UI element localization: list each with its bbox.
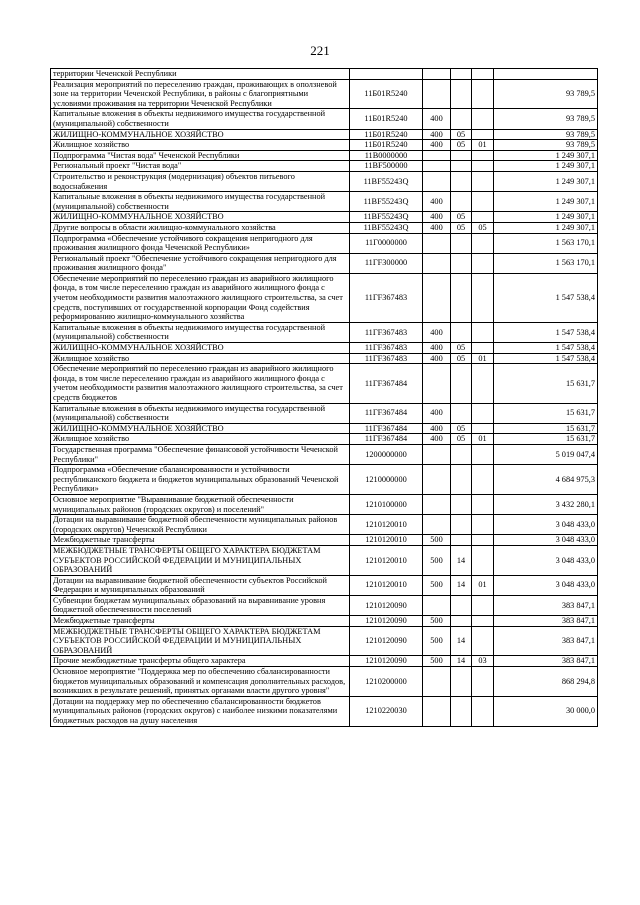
amount: 1 249 307,1 <box>494 212 598 223</box>
target-article-code: 11Б01R5240 <box>350 109 423 129</box>
expense-type-code <box>423 161 451 172</box>
table-row <box>51 626 598 656</box>
section-code <box>451 696 472 726</box>
target-article-code: 11ГF367483 <box>350 322 423 342</box>
target-article-code: 11ГF367483 <box>350 273 423 322</box>
amount: 3 048 433,0 <box>494 545 598 575</box>
amount: 3 048 433,0 <box>494 575 598 595</box>
expense-type-code: 400 <box>423 192 451 212</box>
expense-type-code <box>423 273 451 322</box>
target-article-code: 11ГF300000 <box>350 253 423 273</box>
section-code: 14 <box>451 545 472 575</box>
section-code <box>451 494 472 514</box>
target-article-code: 11ВF55243Q <box>350 212 423 223</box>
budget-table <box>50 68 598 727</box>
amount: 1 563 170,1 <box>494 233 598 253</box>
amount: 383 847,1 <box>494 616 598 627</box>
expense-type-code: 500 <box>423 535 451 546</box>
subsection-code <box>472 343 494 354</box>
table-row <box>51 109 598 129</box>
target-article-code: 11ВF55243Q <box>350 171 423 191</box>
expense-type-code: 500 <box>423 656 451 667</box>
row-name: Жилищное хозяйство <box>51 434 350 445</box>
subsection-code <box>472 465 494 495</box>
subsection-code: 01 <box>472 140 494 151</box>
target-article-code: 1200000000 <box>350 444 423 464</box>
table-row <box>51 515 598 535</box>
section-code <box>451 171 472 191</box>
row-name: Обеспечение мероприятий по переселению граждан из аварийного жилищного фонда, в том числе переселению граждан из аварийного жилищного фонда с учетом необходимости развития малоэтажного жилищного строительства, за счет средств, поступивших от государственной корпорации Фонд содействия реформированию жилищно-коммунального хозяйства <box>51 273 350 322</box>
subsection-code <box>472 696 494 726</box>
section-code: 05 <box>451 140 472 151</box>
table-row <box>51 353 598 364</box>
section-code <box>451 465 472 495</box>
section-code: 05 <box>451 129 472 140</box>
table-row <box>51 79 598 109</box>
table-row <box>51 403 598 423</box>
target-article-code: 1210000000 <box>350 465 423 495</box>
section-code <box>451 69 472 80</box>
target-article-code: 1210120090 <box>350 616 423 627</box>
expense-type-code <box>423 233 451 253</box>
row-name: МЕЖБЮДЖЕТНЫЕ ТРАНСФЕРТЫ ОБЩЕГО ХАРАКТЕРА БЮДЖЕТАМ СУБЪЕКТОВ РОССИЙСКОЙ ФЕДЕРАЦИИ И МУНИЦИПАЛЬНЫХ ОБРАЗОВАНИЙ <box>51 545 350 575</box>
subsection-code <box>472 171 494 191</box>
expense-type-code <box>423 515 451 535</box>
table-row <box>51 575 598 595</box>
expense-type-code: 500 <box>423 545 451 575</box>
expense-type-code <box>423 696 451 726</box>
target-article-code: 11ВF55243Q <box>350 222 423 233</box>
subsection-code <box>472 233 494 253</box>
table-row <box>51 222 598 233</box>
expense-type-code: 400 <box>423 222 451 233</box>
amount: 1 547 538,4 <box>494 353 598 364</box>
section-code <box>451 150 472 161</box>
section-code <box>451 109 472 129</box>
section-code <box>451 192 472 212</box>
expense-type-code: 500 <box>423 616 451 627</box>
row-name: Обеспечение мероприятий по переселению граждан из аварийного жилищного фонда, в том числе переселению граждан из аварийного жилищного фонда с учетом необходимости развития малоэтажного жилищного строительства, за счет средств бюджетов <box>51 364 350 403</box>
row-name: ЖИЛИЩНО-КОММУНАЛЬНОЕ ХОЗЯЙСТВО <box>51 423 350 434</box>
row-name: Капитальные вложения в объекты недвижимого имущества государственной (муниципальной) собственности <box>51 109 350 129</box>
subsection-code <box>472 616 494 627</box>
table-row <box>51 322 598 342</box>
subsection-code <box>472 161 494 172</box>
subsection-code <box>472 494 494 514</box>
row-name: Жилищное хозяйство <box>51 353 350 364</box>
table-row <box>51 253 598 273</box>
subsection-code <box>472 109 494 129</box>
amount: 1 547 538,4 <box>494 322 598 342</box>
target-article-code: 11Б01R5240 <box>350 79 423 109</box>
amount: 15 631,7 <box>494 403 598 423</box>
amount: 93 789,5 <box>494 79 598 109</box>
subsection-code <box>472 515 494 535</box>
section-code: 14 <box>451 626 472 656</box>
section-code <box>451 667 472 697</box>
subsection-code <box>472 444 494 464</box>
expense-type-code: 400 <box>423 353 451 364</box>
expense-type-code: 400 <box>423 109 451 129</box>
amount: 1 547 538,4 <box>494 273 598 322</box>
target-article-code: 1210120010 <box>350 535 423 546</box>
amount: 93 789,5 <box>494 140 598 151</box>
row-name: Подпрограмма «Обеспечение устойчивого сокращения непригодного для проживания жилищного фонда Чеченской Республики» <box>51 233 350 253</box>
expense-type-code <box>423 69 451 80</box>
subsection-code <box>472 253 494 273</box>
table-row <box>51 444 598 464</box>
section-code <box>451 161 472 172</box>
expense-type-code: 500 <box>423 626 451 656</box>
section-code <box>451 233 472 253</box>
table-row <box>51 667 598 697</box>
page-number: 221 <box>310 43 330 58</box>
amount: 30 000,0 <box>494 696 598 726</box>
amount: 3 048 433,0 <box>494 535 598 546</box>
section-code <box>451 515 472 535</box>
subsection-code <box>472 364 494 403</box>
table-row <box>51 616 598 627</box>
row-name: Дотации на поддержку мер по обеспечению сбалансированности бюджетов муниципальных районов (городских округов) с наиболее низкими показателями бюджетных расходов на душу населения <box>51 696 350 726</box>
expense-type-code <box>423 364 451 403</box>
row-name: Дотации на выравнивание бюджетной обеспеченности муниципальных районов (городских округов) Чеченской Республики <box>51 515 350 535</box>
subsection-code: 03 <box>472 656 494 667</box>
table-row <box>51 595 598 615</box>
subsection-code <box>472 192 494 212</box>
subsection-code <box>472 595 494 615</box>
row-name: Основное мероприятие "Выравнивание бюджетной обеспеченности муниципальных районов (городских округов) и поселений" <box>51 494 350 514</box>
target-article-code: 11ГF367484 <box>350 403 423 423</box>
table-row <box>51 212 598 223</box>
row-name: Реализация мероприятий по переселению граждан, проживающих в оползневой зоне на территории Чеченской Республики, в районы с благоприятными условиями проживания на территории Чеченской Республики <box>51 79 350 109</box>
row-name: Субвенции бюджетам муниципальных образований на выравнивание уровня бюджетной обеспеченности поселений <box>51 595 350 615</box>
row-name: Подпрограмма "Чистая вода" Чеченской Республики <box>51 150 350 161</box>
row-name: Межбюджетные трансферты <box>51 535 350 546</box>
target-article-code: 11ВF500000 <box>350 161 423 172</box>
subsection-code <box>472 69 494 80</box>
amount: 383 847,1 <box>494 656 598 667</box>
table-row <box>51 494 598 514</box>
target-article-code: 11ГF367483 <box>350 343 423 354</box>
section-code <box>451 535 472 546</box>
row-name: Дотации на выравнивание бюджетной обеспеченности субъектов Российской Федерации и муниципальных образований <box>51 575 350 595</box>
expense-type-code: 400 <box>423 212 451 223</box>
section-code: 05 <box>451 434 472 445</box>
section-code: 05 <box>451 423 472 434</box>
subsection-code <box>472 129 494 140</box>
subsection-code <box>472 423 494 434</box>
target-article-code: 11ВF55243Q <box>350 192 423 212</box>
section-code: 14 <box>451 575 472 595</box>
row-name: Капитальные вложения в объекты недвижимого имущества государственной (муниципальной) собственности <box>51 403 350 423</box>
expense-type-code: 400 <box>423 403 451 423</box>
target-article-code: 1210120090 <box>350 595 423 615</box>
table-row <box>51 161 598 172</box>
row-name: МЕЖБЮДЖЕТНЫЕ ТРАНСФЕРТЫ ОБЩЕГО ХАРАКТЕРА БЮДЖЕТАМ СУБЪЕКТОВ РОССИЙСКОЙ ФЕДЕРАЦИИ И МУНИЦИПАЛЬНЫХ ОБРАЗОВАНИЙ <box>51 626 350 656</box>
table-row <box>51 273 598 322</box>
section-code <box>451 273 472 322</box>
amount: 4 684 975,3 <box>494 465 598 495</box>
amount: 1 249 307,1 <box>494 161 598 172</box>
table-row <box>51 545 598 575</box>
section-code <box>451 322 472 342</box>
table-row <box>51 140 598 151</box>
amount: 5 019 047,4 <box>494 444 598 464</box>
target-article-code: 11Б01R5240 <box>350 140 423 151</box>
amount <box>494 69 598 80</box>
expense-type-code: 400 <box>423 423 451 434</box>
amount: 93 789,5 <box>494 129 598 140</box>
expense-type-code: 400 <box>423 129 451 140</box>
table-row <box>51 69 598 80</box>
expense-type-code: 500 <box>423 575 451 595</box>
section-code: 05 <box>451 353 472 364</box>
table-row <box>51 364 598 403</box>
row-name: Жилищное хозяйство <box>51 140 350 151</box>
row-name: Межбюджетные трансферты <box>51 616 350 627</box>
expense-type-code: 400 <box>423 140 451 151</box>
section-code <box>451 616 472 627</box>
target-article-code: 11ГF367484 <box>350 434 423 445</box>
target-article-code: 11ГF367483 <box>350 353 423 364</box>
expense-type-code <box>423 171 451 191</box>
target-article-code: 1210100000 <box>350 494 423 514</box>
amount: 93 789,5 <box>494 109 598 129</box>
target-article-code: 11ГF367484 <box>350 423 423 434</box>
subsection-code <box>472 626 494 656</box>
table-row <box>51 171 598 191</box>
subsection-code <box>472 273 494 322</box>
table-row <box>51 233 598 253</box>
section-code: 05 <box>451 222 472 233</box>
section-code <box>451 403 472 423</box>
section-code <box>451 79 472 109</box>
target-article-code: 1210120090 <box>350 626 423 656</box>
amount: 383 847,1 <box>494 595 598 615</box>
target-article-code: 1210120010 <box>350 545 423 575</box>
amount: 15 631,7 <box>494 434 598 445</box>
target-article-code: 11В0000000 <box>350 150 423 161</box>
expense-type-code <box>423 595 451 615</box>
expense-type-code <box>423 150 451 161</box>
row-name: Другие вопросы в области жилищно-коммунального хозяйства <box>51 222 350 233</box>
table-row <box>51 423 598 434</box>
amount: 3 432 280,1 <box>494 494 598 514</box>
target-article-code: 11Г0000000 <box>350 233 423 253</box>
amount: 15 631,7 <box>494 364 598 403</box>
expense-type-code <box>423 79 451 109</box>
expense-type-code <box>423 444 451 464</box>
expense-type-code <box>423 667 451 697</box>
table-row <box>51 150 598 161</box>
section-code: 05 <box>451 343 472 354</box>
amount: 15 631,7 <box>494 423 598 434</box>
section-code: 14 <box>451 656 472 667</box>
target-article-code: 1210120010 <box>350 515 423 535</box>
table-row <box>51 656 598 667</box>
section-code <box>451 595 472 615</box>
subsection-code: 05 <box>472 222 494 233</box>
section-code <box>451 444 472 464</box>
subsection-code: 01 <box>472 434 494 445</box>
amount: 1 249 307,1 <box>494 171 598 191</box>
subsection-code <box>472 667 494 697</box>
target-article-code <box>350 69 423 80</box>
expense-type-code: 400 <box>423 322 451 342</box>
row-name: Подпрограмма «Обеспечение сбалансированности и устойчивости республиканского бюджета и бюджетов муниципальных образований Чеченской Республики» <box>51 465 350 495</box>
row-name: Капитальные вложения в объекты недвижимого имущества государственной (муниципальной) собственности <box>51 192 350 212</box>
target-article-code: 1210120010 <box>350 575 423 595</box>
row-name: Прочие межбюджетные трансферты общего характера <box>51 656 350 667</box>
row-name: Строительство и реконструкция (модернизация) объектов питьевого водоснабжения <box>51 171 350 191</box>
row-name: ЖИЛИЩНО-КОММУНАЛЬНОЕ ХОЗЯЙСТВО <box>51 129 350 140</box>
section-code <box>451 253 472 273</box>
amount: 383 847,1 <box>494 626 598 656</box>
subsection-code <box>472 322 494 342</box>
expense-type-code: 400 <box>423 434 451 445</box>
amount: 1 249 307,1 <box>494 192 598 212</box>
target-article-code: 11Б01R5240 <box>350 129 423 140</box>
amount: 1 249 307,1 <box>494 150 598 161</box>
amount: 1 563 170,1 <box>494 253 598 273</box>
target-article-code: 1210200000 <box>350 667 423 697</box>
row-name: ЖИЛИЩНО-КОММУНАЛЬНОЕ ХОЗЯЙСТВО <box>51 212 350 223</box>
expense-type-code <box>423 253 451 273</box>
budget-table-body <box>51 69 598 727</box>
table-row <box>51 343 598 354</box>
expense-type-code: 400 <box>423 343 451 354</box>
subsection-code <box>472 150 494 161</box>
expense-type-code <box>423 465 451 495</box>
subsection-code <box>472 212 494 223</box>
subsection-code <box>472 79 494 109</box>
expense-type-code <box>423 494 451 514</box>
subsection-code <box>472 535 494 546</box>
amount: 868 294,8 <box>494 667 598 697</box>
row-name: Региональный проект "Чистая вода" <box>51 161 350 172</box>
target-article-code: 1210220030 <box>350 696 423 726</box>
amount: 3 048 433,0 <box>494 515 598 535</box>
amount: 1 547 538,4 <box>494 343 598 354</box>
table-row <box>51 696 598 726</box>
section-code <box>451 364 472 403</box>
table-row <box>51 465 598 495</box>
table-row <box>51 192 598 212</box>
subsection-code: 01 <box>472 575 494 595</box>
target-article-code: 1210120090 <box>350 656 423 667</box>
table-row <box>51 434 598 445</box>
subsection-code <box>472 403 494 423</box>
row-name: Капитальные вложения в объекты недвижимого имущества государственной (муниципальной) собственности <box>51 322 350 342</box>
row-name: Региональный проект "Обеспечение устойчивого сокращения непригодного для проживания жилищного фонда" <box>51 253 350 273</box>
target-article-code: 11ГF367484 <box>350 364 423 403</box>
row-name: Государственная программа "Обеспечение финансовой устойчивости Чеченской Республики" <box>51 444 350 464</box>
table-row <box>51 535 598 546</box>
row-name: территории Чеченской Республики <box>51 69 350 80</box>
table-row <box>51 129 598 140</box>
row-name: Основное мероприятие "Поддержка мер по обеспечению сбалансированности бюджетов муниципальных образований и компенсация дополнительных расходов, возникших в результате решений, принятых органами власти другого уровня" <box>51 667 350 697</box>
subsection-code <box>472 545 494 575</box>
row-name: ЖИЛИЩНО-КОММУНАЛЬНОЕ ХОЗЯЙСТВО <box>51 343 350 354</box>
subsection-code: 01 <box>472 353 494 364</box>
section-code: 05 <box>451 212 472 223</box>
amount: 1 249 307,1 <box>494 222 598 233</box>
